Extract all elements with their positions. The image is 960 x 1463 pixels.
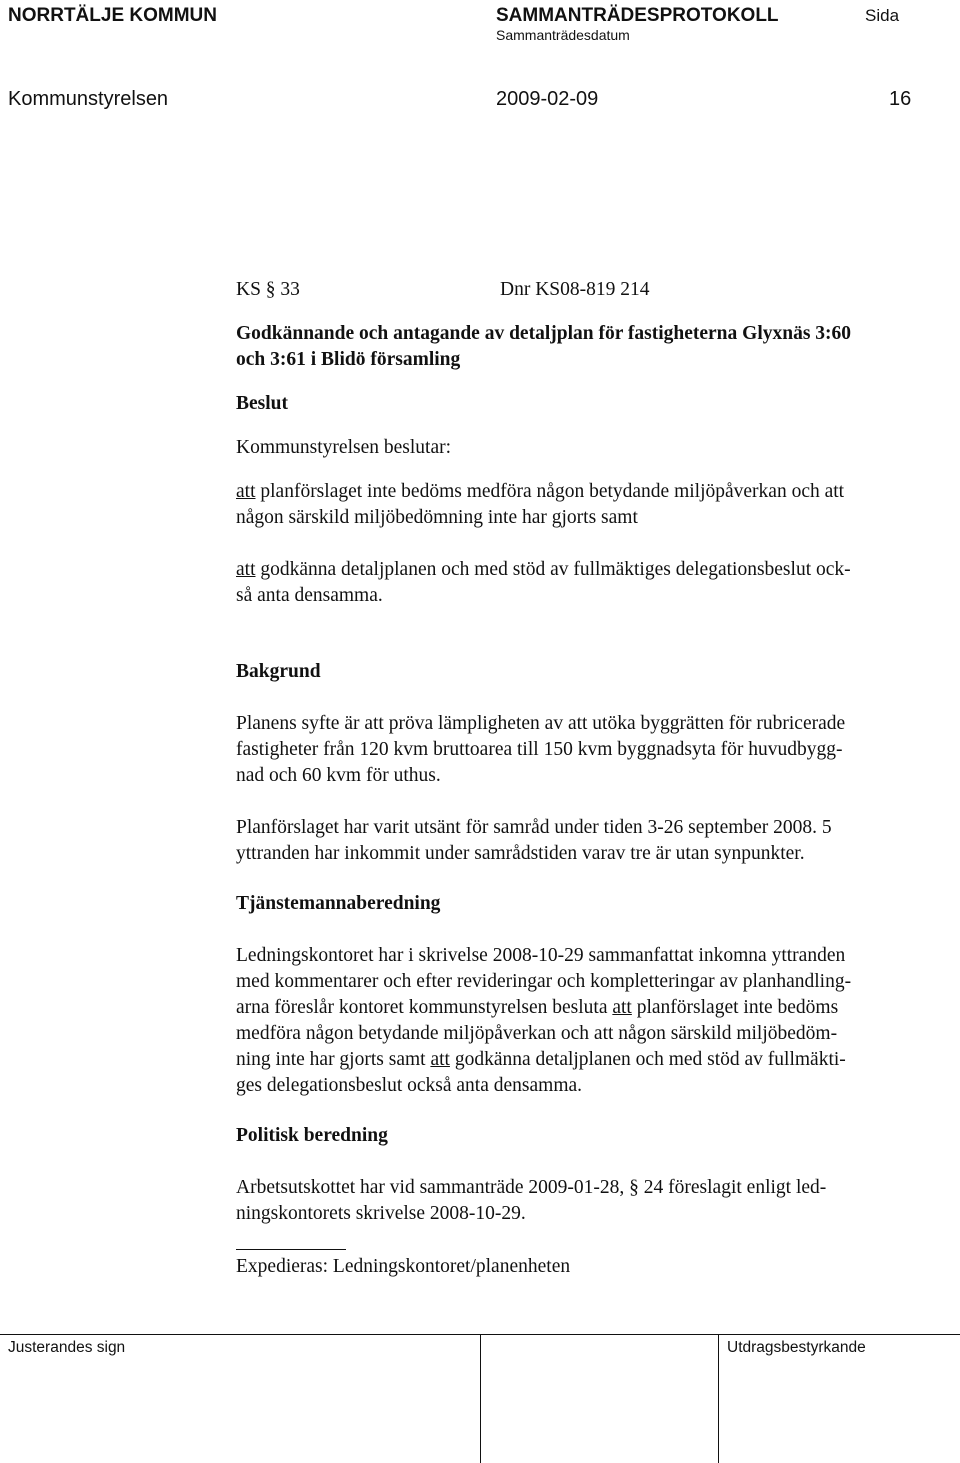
- political-line-1: Arbetsutskottet har vid sammanträde 2009-01-28, § 24 föreslagit enligt led-: [236, 1177, 827, 1198]
- extract-certified-label: Utdragsbestyrkande: [727, 1339, 866, 1356]
- footer-divider: [718, 1334, 719, 1463]
- case-title-line-2: och 3:61 i Blidö församling: [236, 349, 461, 370]
- staff-preparation-paragraph: [236, 943, 936, 1099]
- decision-item-1-text-2: någon särskild miljöbedömning inte har gjorts samt: [236, 507, 638, 528]
- separator-rule: [236, 1227, 346, 1250]
- political-preparation-paragraph: [236, 1175, 936, 1227]
- decision-intro: Kommunstyrelsen beslutar:: [236, 437, 452, 458]
- dispatch-line: Expedieras: Ledningskontoret/planenheten: [236, 1256, 571, 1277]
- background-heading: Bakgrund: [236, 661, 321, 682]
- background-p1-line-1: Planens syfte är att pröva lämpligheten av att utöka byggrätten för rubricerade: [236, 713, 846, 734]
- decision-item-2-text-2: så anta densamma.: [236, 585, 383, 606]
- staff-line-1: Ledningskontoret har i skrivelse 2008-10-29 sammanfattat inkomna yttranden: [236, 945, 846, 966]
- background-paragraph-2: [236, 815, 936, 867]
- background-p1-line-2: fastigheter från 120 kvm bruttoarea till 150 kvm byggnadsyta för huvudbygg-: [236, 739, 843, 760]
- decision-item-2-text: godkänna detaljplanen och med stöd av fullmäktiges delegationsbeslut ock-: [255, 559, 851, 580]
- background-p2-line-1: Planförslaget har varit utsänt för samråd under tiden 3-26 september 2008. 5: [236, 817, 832, 838]
- staff-line-6: ges delegationsbeslut också anta densamma.: [236, 1075, 583, 1096]
- staff-line-5-post: godkänna detaljplanen och med stöd av fullmäkti-: [449, 1049, 846, 1070]
- staff-line-4: medföra någon betydande miljöpåverkan och att någon särskild miljöbedöm-: [236, 1023, 838, 1044]
- adjusting-sign-label: Justerandes sign: [8, 1339, 126, 1356]
- case-title: [236, 321, 936, 373]
- att-keyword: att: [612, 997, 632, 1018]
- decision-item-1-text: planförslaget inte bedöms medföra någon betydande miljöpåverkan och att: [255, 481, 845, 502]
- document-type: SAMMANTRÄDESPROTOKOLL: [496, 5, 779, 26]
- page-number: 16: [889, 88, 912, 110]
- decision-item-1: [236, 479, 936, 531]
- att-keyword: att: [236, 559, 256, 580]
- att-keyword: att: [236, 481, 256, 502]
- meeting-date: 2009-02-09: [496, 88, 599, 110]
- meeting-date-label: Sammanträdesdatum: [496, 27, 630, 43]
- committee-name: Kommunstyrelsen: [8, 88, 169, 110]
- decision-item-2: [236, 557, 936, 609]
- staff-line-3-post: planförslaget inte bedöms: [631, 997, 839, 1018]
- footer-divider: [480, 1334, 481, 1463]
- staff-preparation-heading: Tjänstemannaberedning: [236, 893, 441, 914]
- political-preparation-heading: Politisk beredning: [236, 1125, 388, 1146]
- case-reference: [236, 277, 936, 305]
- background-p2-line-2: yttranden har inkommit under samrådstiden varav tre är utan synpunkter.: [236, 843, 805, 864]
- background-paragraph-1: [236, 711, 936, 789]
- minutes-body: [236, 277, 936, 1280]
- case-paragraph: KS § 33: [236, 279, 300, 300]
- staff-line-2: med kommentarer och efter revideringar och kompletteringar av planhandling-: [236, 971, 852, 992]
- background-p1-line-3: nad och 60 kvm för uthus.: [236, 765, 441, 786]
- case-registration-number: Dnr KS08-819 214: [500, 279, 650, 300]
- organization-name: NORRTÄLJE KOMMUN: [8, 5, 217, 26]
- staff-line-5-pre: ning inte har gjorts samt: [236, 1049, 431, 1070]
- decision-heading: Beslut: [236, 393, 289, 414]
- staff-line-3-pre: arna föreslår kontoret kommunstyrelsen besluta: [236, 997, 613, 1018]
- political-line-2: ningskontorets skrivelse 2008-10-29.: [236, 1203, 526, 1224]
- page-label: Sida: [865, 6, 900, 25]
- case-title-line-1: Godkännande och antagande av detaljplan för fastigheterna Glyxnäs 3:60: [236, 323, 852, 344]
- att-keyword: att: [430, 1049, 450, 1070]
